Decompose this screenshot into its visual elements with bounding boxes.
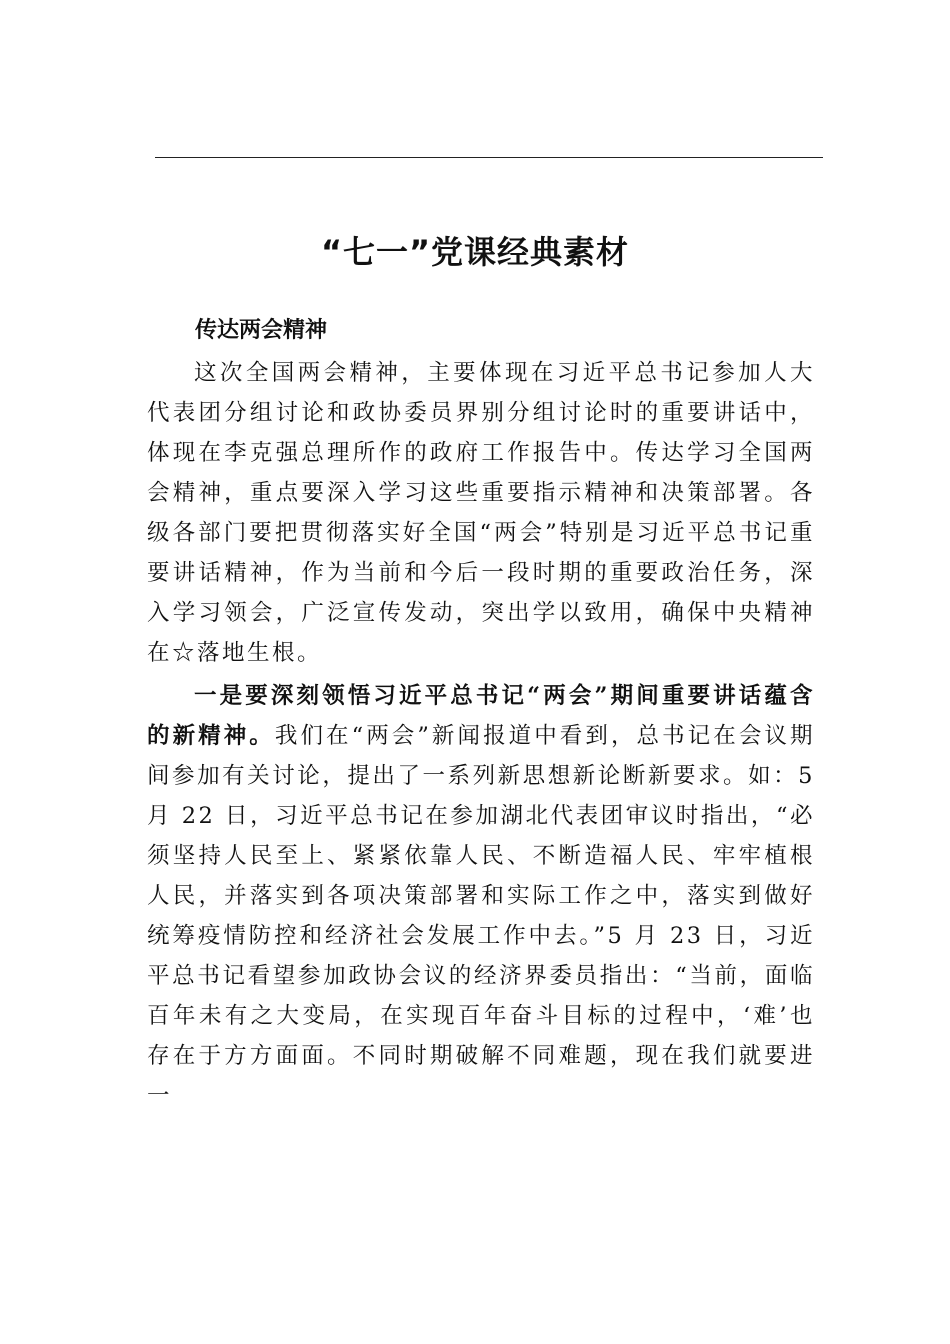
header-rule <box>155 157 823 158</box>
document-title: “七一”党课经典素材 <box>320 233 630 271</box>
body-paragraph-2 <box>147 676 815 1116</box>
paragraph-2-lead: 一是要深刻领悟习近平总书记“两会”期间重要讲话蕴含的新精神。 <box>147 683 815 749</box>
paragraph-2-body: 我们在“两会”新闻报道中看到，总书记在会议期间参加有关讨论，提出了一系列新思想新论断新要求。如：5 月 22 日，习近平总书记在参加湖北代表团审议时指出，“必须坚持人民至上、紧紧依靠人民、不断造福人民、牢牢植根人民，并落实到各项决策部署和实际工作之中，落实到做好统筹疫情防控和经济社会发展工作中去。”5 月 23 日，习近平总书记看望参加政协会议的经济界委员指出：“当前，面临百年未有之大变局，在实现百年奋斗目标的过程中，‘难’也存在于方方面面。不同时期破解不同难题，现在我们就要进一 <box>147 723 815 1109</box>
section-heading: 传达两会精神 <box>195 318 328 343</box>
body-paragraph-1: 这次全国两会精神，主要体现在习近平总书记参加人大代表团分组讨论和政协委员界别分组讨论时的重要讲话中，体现在李克强总理所作的政府工作报告中。传达学习全国两会精神，重点要深入学习这些重要指示精神和决策部署。各级各部门要把贯彻落实好全国“两会”特别是习近平总书记重要讲话精神，作为当前和今后一段时期的重要政治任务，深入学习领会，广泛宣传发动，突出学以致用，确保中央精神在☆落地生根。 <box>147 360 815 666</box>
